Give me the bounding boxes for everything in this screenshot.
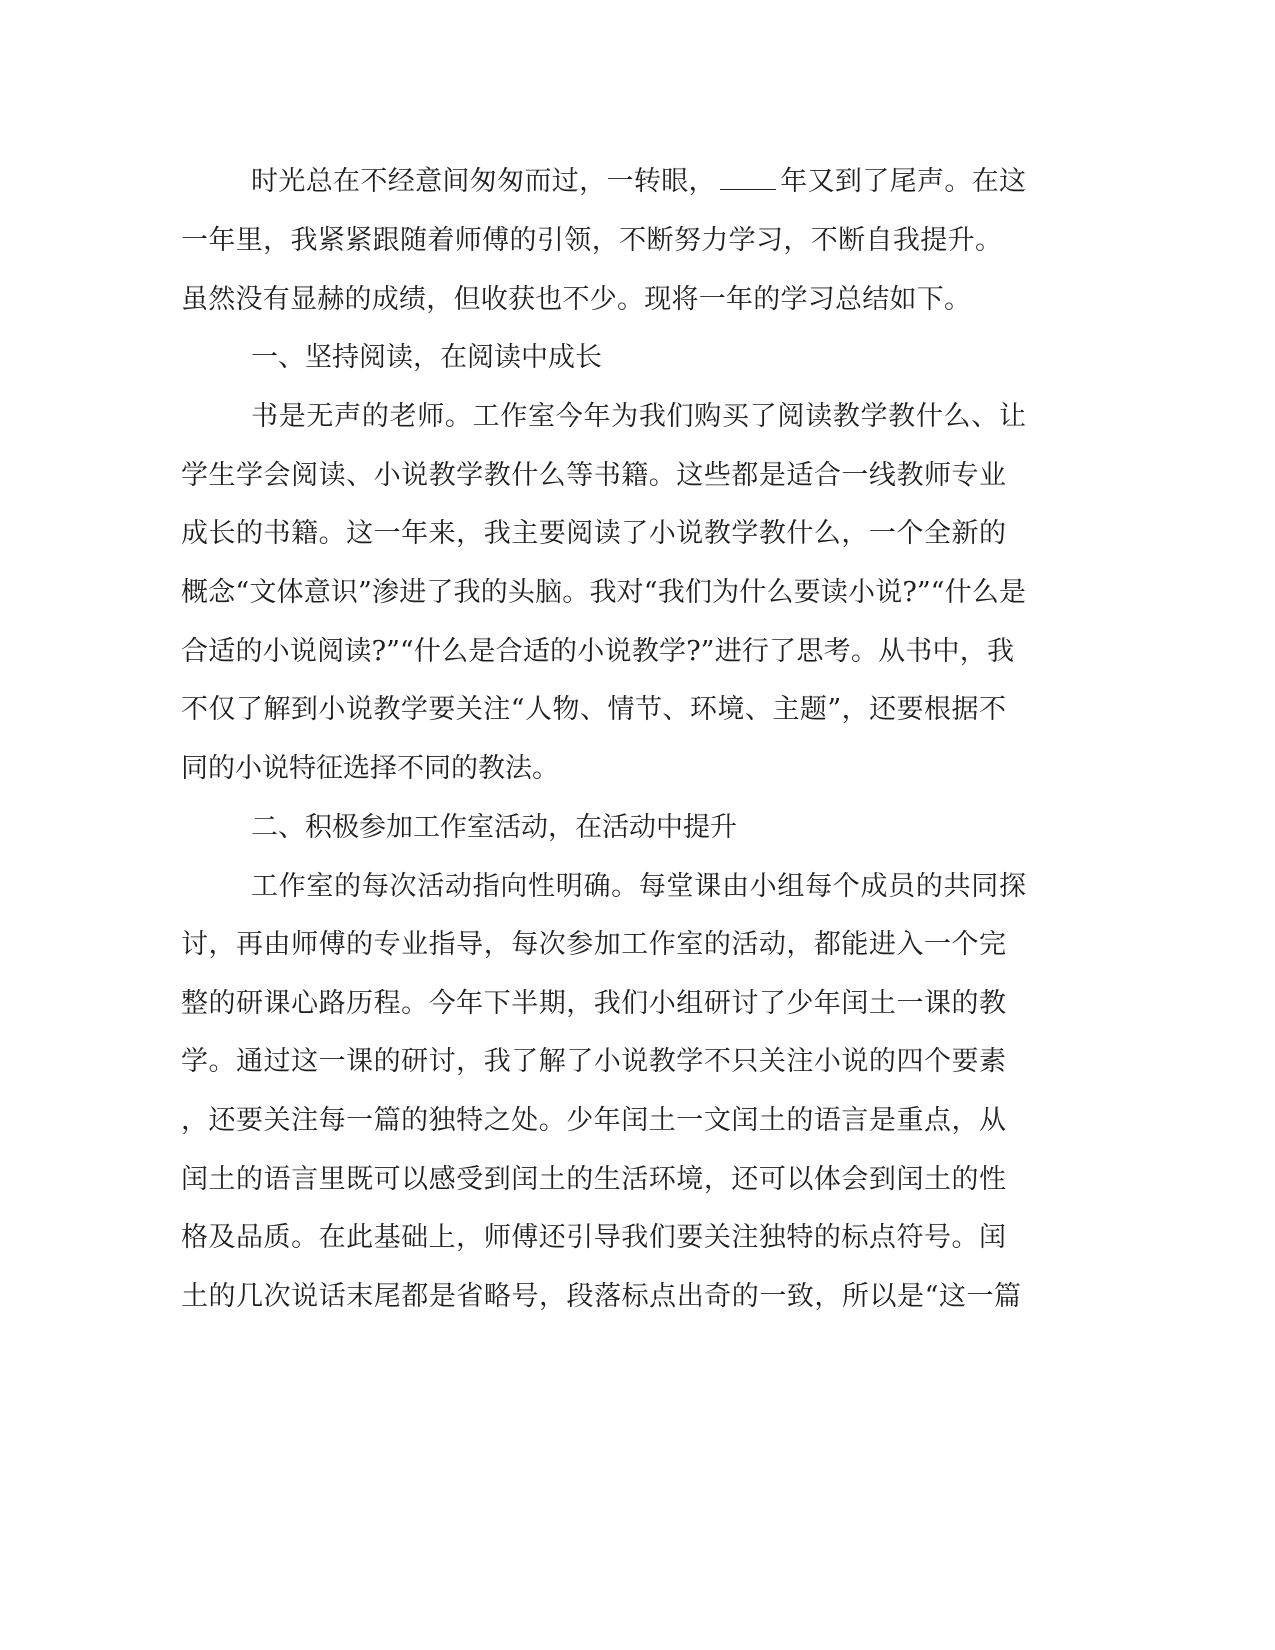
section2-line-4: 学。通过这一课的研讨，我了解了小说教学不只关注小说的四个要素 <box>181 1046 1006 1077</box>
section1-line-5: 合适的小说阅读?”“什么是合适的小说教学?”进行了思考。从书中，我 <box>181 636 1014 667</box>
section2-line-8: 土的几次说话末尾都是省略号，段落标点出奇的一致，所以是“这一篇 <box>181 1281 1021 1312</box>
section1-heading: 一、坚持阅读，在阅读中成长 <box>251 342 602 373</box>
section1-line-6: 不仅了解到小说教学要关注“人物、情节、环境、主题”，还要根据不 <box>181 694 1006 725</box>
section1-line-1: 书是无声的老师。工作室今年为我们购买了阅读教学教什么、让 <box>251 401 1026 432</box>
intro-line-2: 一年里，我紧紧跟随着师傅的引领，不断努力学习，不断自我提升。 <box>181 225 1002 256</box>
intro-line-1 <box>0 162 1026 202</box>
intro-line-3: 虽然没有显赫的成绩，但收获也不少。现将一年的学习总结如下。 <box>181 284 971 315</box>
section2-line-5: ，还要关注每一篇的独特之处。少年闰土一文闰土的语言是重点，从 <box>181 1105 1006 1136</box>
section2-line-6: 闰土的语言里既可以感受到闰土的生活环境，还可以体会到闰土的性 <box>181 1164 1006 1195</box>
intro-text-before-blank: 时光总在不经意间匆匆而过，一转眼， <box>251 166 716 197</box>
section2-line-1: 工作室的每次活动指向性明确。每堂课由小组每个成员的共同探 <box>251 871 1026 902</box>
section1-line-2: 学生学会阅读、小说教学教什么等书籍。这些都是适合一线教师专业 <box>181 460 1006 491</box>
section1-line-4: 概念“文体意识”渗进了我的头脑。我对“我们为什么要读小说?”“什么是 <box>181 577 1026 608</box>
section2-heading: 二、积极参加工作室活动，在活动中提升 <box>251 812 737 843</box>
section2-line-3: 整的研课心路历程。今年下半期，我们小组研讨了少年闰土一课的教 <box>181 988 1006 1019</box>
section2-line-7: 格及品质。在此基础上，师傅还引导我们要关注独特的标点符号。闰 <box>181 1222 1006 1253</box>
intro-text-after-blank: 年又到了尾声。在这 <box>779 166 1027 197</box>
section1-line-7: 同的小说特征选择不同的教法。 <box>181 753 559 784</box>
section2-line-2: 讨，再由师傅的专业指导，每次参加工作室的活动，都能进入一个完 <box>181 929 1006 960</box>
section1-line-3: 成长的书籍。这一年来，我主要阅读了小说教学教什么，一个全新的 <box>181 518 1006 549</box>
year-blank <box>720 167 776 190</box>
